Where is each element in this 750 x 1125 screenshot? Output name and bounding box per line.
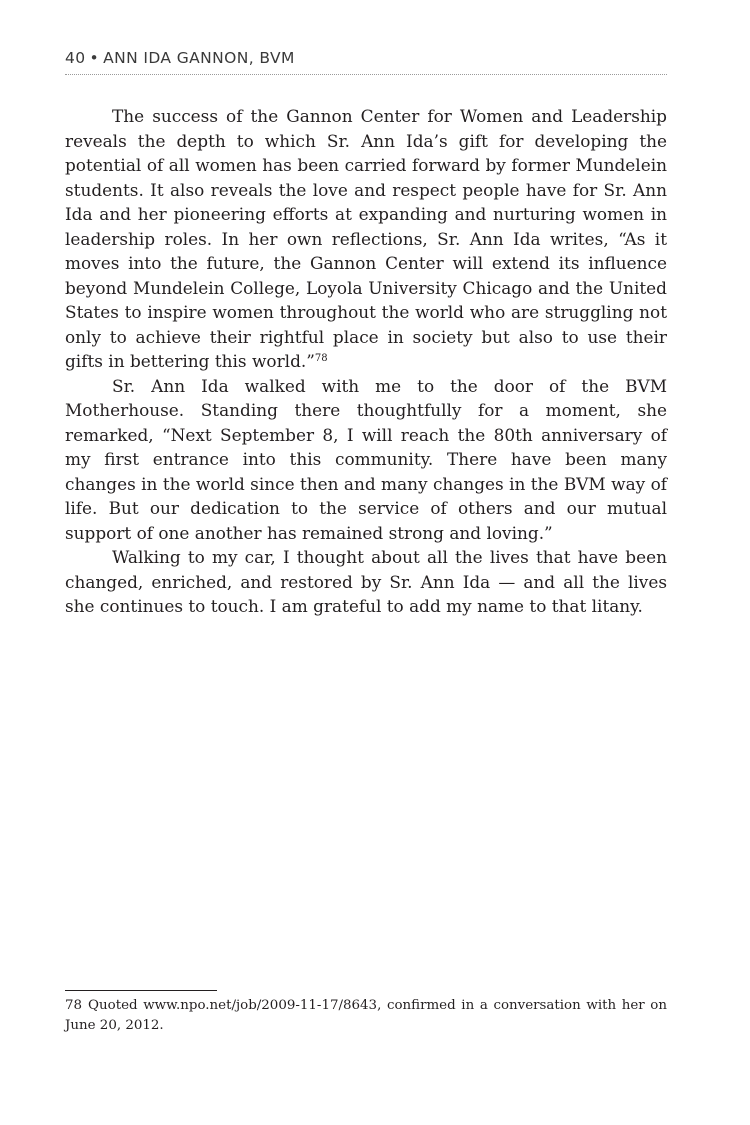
footnote-reference[interactable]: 78: [314, 353, 328, 364]
paragraph: [65, 104, 667, 374]
paragraph-text: The success of the Gannon Center for Women and Leadership reveals the depth to which Sr. Ann Ida’s gift for developing the potential of all women has been carried forward by former Mundelein students. It also reveals the love and respect people have for Sr. Ann Ida and her pioneering efforts at expanding and nurturing women in leadership roles. In her own reflections, Sr. Ann Ida writes, “As it moves into the future, the Gannon Center will extend its influence beyond Mundelein College, Loyola University Chicago and the United States to inspire women throughout the world who are struggling not only to achieve their rightful place in society but also to use their gifts in bettering this world.”: [65, 106, 667, 371]
running-title: ANN IDA GANNON, BVM: [103, 49, 295, 67]
paragraph-text: Walking to my car, I thought about all the lives that have been changed, enriched, and restored by Sr. Ann Ida — and all the lives she continues to touch. I am grateful to add my name to that litany.: [65, 547, 667, 616]
header-separator: •: [89, 49, 100, 67]
footnote-text: Quoted www.npo.net/job/2009-11-17/8643, confirmed in a conversation with her on June 20, 2012.: [65, 998, 667, 1033]
footnote-divider: [65, 990, 217, 991]
paragraph-text: Sr. Ann Ida walked with me to the door of the BVM Motherhouse. Standing there thoughtfully for a moment, she remarked, “Next September 8, I will reach the 80th anniversary of my first entrance into this community. There have been many changes in the world since then and many changes in the BVM way of life. But our dedication to the service of others and our mutual support of one another has remained strong and loving.”: [65, 375, 667, 543]
running-header: [65, 49, 667, 75]
paragraph: [65, 374, 667, 546]
footnote-number: 78: [65, 998, 83, 1013]
page-number: 40: [65, 49, 86, 67]
paragraph: [65, 545, 667, 619]
footnote: [65, 996, 667, 1036]
main-text: [65, 104, 667, 619]
